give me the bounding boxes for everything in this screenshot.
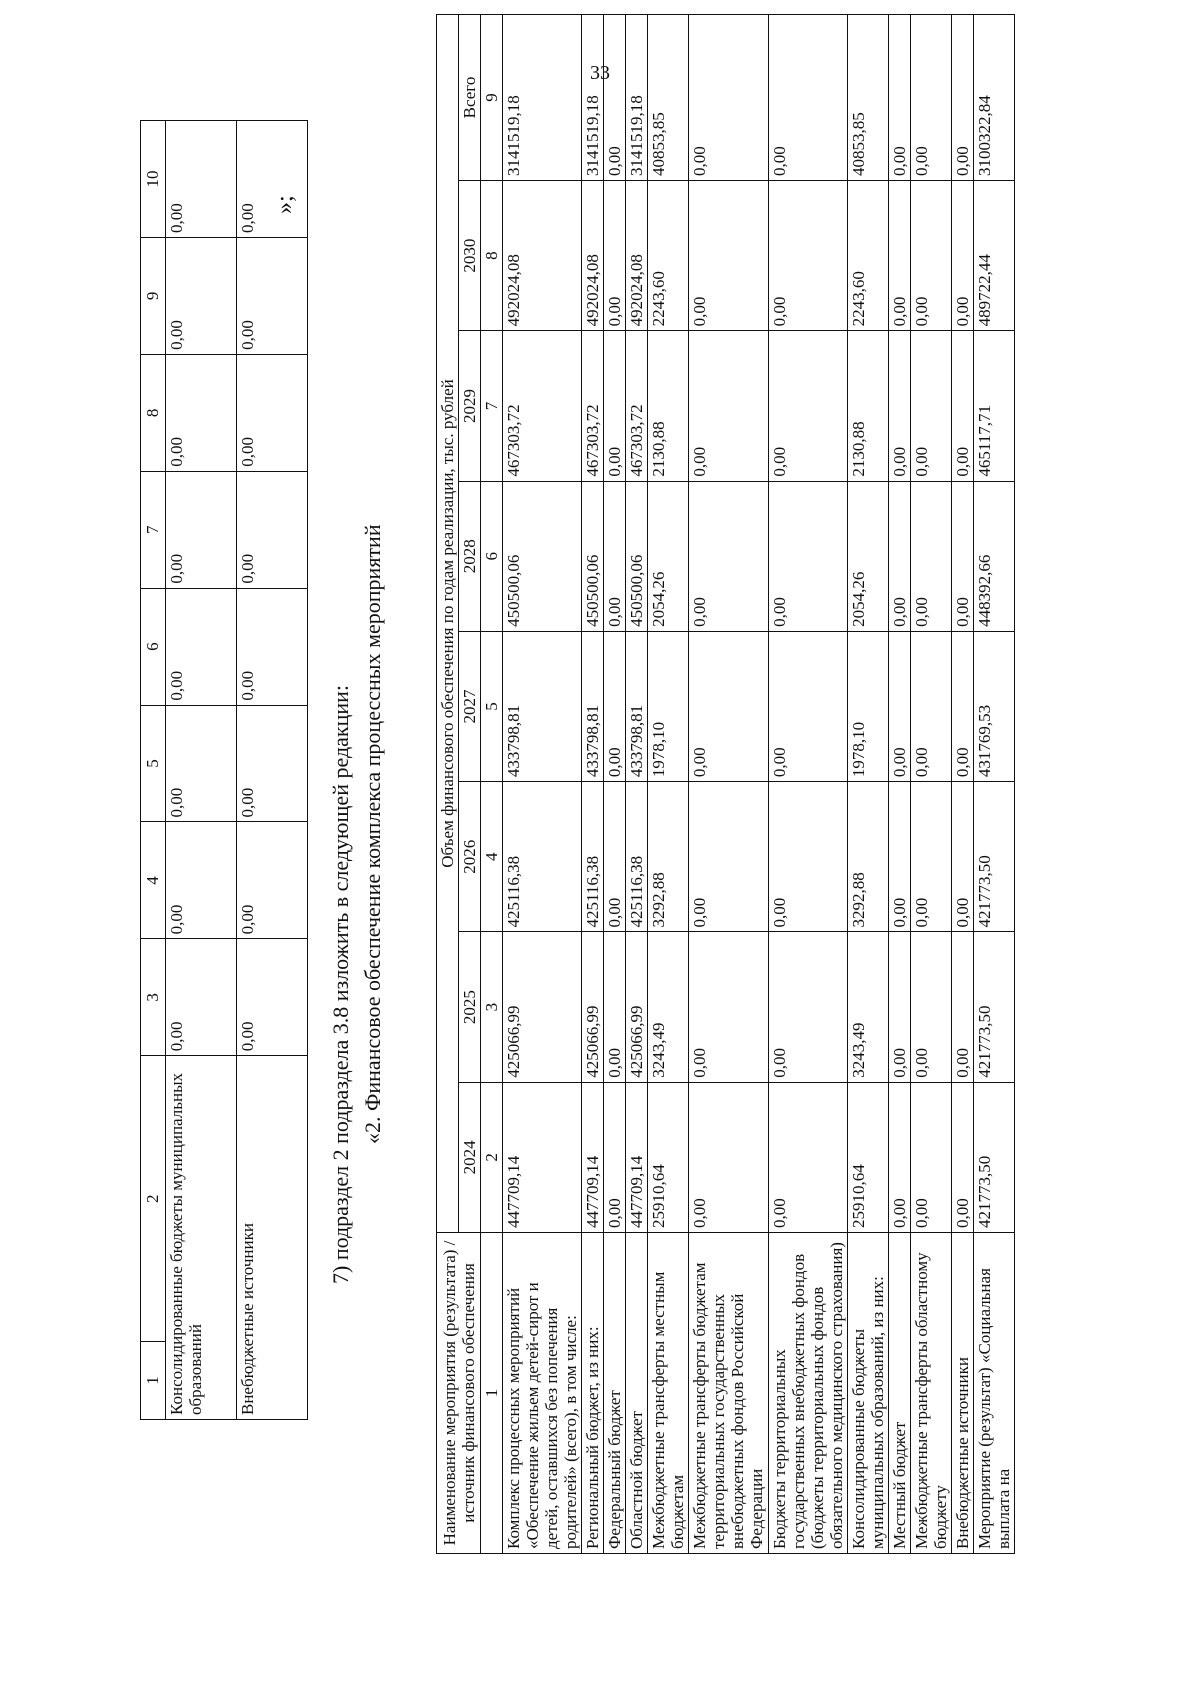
row-name: Межбюджетные трансферты областному бюджету — [910, 1233, 951, 1554]
value-cell: 433798,81 — [503, 631, 582, 781]
value-cell: 492024,08 — [626, 181, 648, 331]
value-cell: 0,00 — [768, 15, 847, 181]
table-row — [648, 15, 689, 1554]
value-cell: 0,00 — [604, 481, 626, 631]
value-cell: 0,00 — [604, 15, 626, 181]
value-cell: 40853,85 — [847, 15, 888, 181]
page-number: 33 — [590, 62, 610, 84]
value-cell: 0,00 — [166, 939, 237, 1056]
value-cell: 0,00 — [951, 181, 973, 331]
table-row — [951, 15, 973, 1554]
value-cell: 421773,50 — [973, 1082, 1014, 1232]
year-header: 2026 — [459, 782, 481, 932]
row-name: Консолидированные бюджеты муниципальных образований — [166, 1056, 237, 1420]
table-header-row — [437, 15, 459, 1554]
section-title: «2. Финансовое обеспечение комплекса процессных мероприятий — [360, 524, 385, 1144]
value-cell: 0,00 — [166, 121, 237, 238]
value-cell: 0,00 — [768, 1082, 847, 1232]
value-cell: 425066,99 — [582, 932, 604, 1082]
value-cell: 431769,53 — [973, 631, 1014, 781]
financing-table — [436, 14, 1015, 1554]
column-number: 6 — [481, 481, 503, 631]
closing-quote-mark: »; — [272, 195, 298, 214]
header-cell: 7 — [141, 471, 166, 588]
group-header: Объем финансового обеспечения по годам реализации, тыс. рублей — [437, 15, 459, 1233]
column-number: 8 — [481, 181, 503, 331]
value-cell: 0,00 — [951, 932, 973, 1082]
header-cell: 2 — [141, 1056, 166, 1342]
value-cell: 0,00 — [888, 1082, 910, 1232]
value-cell: 0,00 — [166, 354, 237, 471]
value-cell: 2130,88 — [847, 331, 888, 481]
value-cell: 0,00 — [910, 631, 951, 781]
value-cell: 450500,06 — [626, 481, 648, 631]
value-cell: 2243,60 — [847, 181, 888, 331]
value-cell: 447709,14 — [503, 1082, 582, 1232]
value-cell: 40853,85 — [648, 15, 689, 181]
value-cell: 3141519,18 — [626, 15, 648, 181]
header-cell: 4 — [141, 822, 166, 939]
row-name: Областной бюджет — [626, 1233, 648, 1554]
value-cell: 0,00 — [689, 782, 768, 932]
value-cell: 425116,38 — [582, 782, 604, 932]
value-cell: 0,00 — [768, 481, 847, 631]
row-name: Региональный бюджет, из них: — [582, 1233, 604, 1554]
value-cell: 0,00 — [604, 631, 626, 781]
value-cell: 489722,44 — [973, 181, 1014, 331]
value-cell: 0,00 — [604, 1082, 626, 1232]
table-row — [503, 15, 582, 1554]
value-cell: 0,00 — [888, 932, 910, 1082]
value-cell: 0,00 — [689, 1082, 768, 1232]
value-cell: 0,00 — [237, 939, 308, 1056]
row-name: Консолидированные бюджеты муниципальных образований, из них: — [847, 1233, 888, 1554]
value-cell: 425066,99 — [503, 932, 582, 1082]
value-cell: 2054,26 — [847, 481, 888, 631]
value-cell: 0,00 — [768, 932, 847, 1082]
value-cell: 0,00 — [237, 237, 308, 354]
table-row — [689, 15, 768, 1554]
value-cell: 0,00 — [910, 932, 951, 1082]
column-number: 7 — [481, 331, 503, 481]
value-cell: 1978,10 — [648, 631, 689, 781]
header-cell: 1 — [141, 1342, 166, 1420]
continuation-table — [140, 120, 308, 1420]
column-number: 1 — [481, 1233, 503, 1554]
year-header: 2030 — [459, 181, 481, 331]
value-cell: 0,00 — [604, 782, 626, 932]
value-cell: 25910,64 — [847, 1082, 888, 1232]
column-number-row — [481, 15, 503, 1554]
column-number: 2 — [481, 1082, 503, 1232]
value-cell: 0,00 — [689, 631, 768, 781]
value-cell: 0,00 — [888, 631, 910, 781]
value-cell: 2130,88 — [648, 331, 689, 481]
table-row — [604, 15, 626, 1554]
year-header: 2025 — [459, 932, 481, 1082]
instruction-text: 7) подраздел 2 подраздела 3.8 изложить в следующей редакции: — [328, 684, 353, 1284]
header-cell: 6 — [141, 588, 166, 705]
value-cell: 0,00 — [888, 15, 910, 181]
value-cell: 0,00 — [888, 331, 910, 481]
value-cell: 0,00 — [768, 782, 847, 932]
value-cell: 425066,99 — [626, 932, 648, 1082]
value-cell: 0,00 — [166, 705, 237, 822]
value-cell: 0,00 — [237, 705, 308, 822]
value-cell: 433798,81 — [626, 631, 648, 781]
value-cell: 0,00 — [166, 822, 237, 939]
value-cell: 0,00 — [951, 782, 973, 932]
value-cell: 433798,81 — [582, 631, 604, 781]
value-cell: 448392,66 — [973, 481, 1014, 631]
value-cell: 467303,72 — [503, 331, 582, 481]
row-name: Межбюджетные трансферты местным бюджетам — [648, 1233, 689, 1554]
year-header: 2028 — [459, 481, 481, 631]
value-cell: 0,00 — [951, 1082, 973, 1232]
table-row — [888, 15, 910, 1554]
financing-table-body — [503, 15, 1015, 1554]
value-cell: 0,00 — [910, 331, 951, 481]
name-column-header: Наименование мероприятия (результата) / источник финансового обеспечения — [437, 1233, 481, 1554]
value-cell: 421773,50 — [973, 932, 1014, 1082]
value-cell: 425116,38 — [626, 782, 648, 932]
header-cell: 9 — [141, 237, 166, 354]
value-cell: 0,00 — [910, 181, 951, 331]
column-number: 5 — [481, 631, 503, 781]
value-cell: 0,00 — [888, 481, 910, 631]
row-name: Внебюджетные источники — [237, 1056, 308, 1420]
value-cell: 421773,50 — [973, 782, 1014, 932]
value-cell: 492024,08 — [503, 181, 582, 331]
total-header: Всего — [459, 15, 481, 181]
value-cell: 0,00 — [888, 782, 910, 932]
value-cell: 467303,72 — [582, 331, 604, 481]
value-cell: 0,00 — [689, 15, 768, 181]
value-cell: 0,00 — [604, 181, 626, 331]
row-name: Бюджеты территориальных государственных внебюджетных фондов (бюджеты территориальных фондов обязательного медицинского страхования) — [768, 1233, 847, 1554]
value-cell: 0,00 — [237, 588, 308, 705]
header-cell: 10 — [141, 121, 166, 238]
row-name: Комплекс процессных мероприятий «Обеспечение жильем детей-сирот и детей, оставшихся без попечения родителей» (всего), в том числе: — [503, 1233, 582, 1554]
header-cell: 8 — [141, 354, 166, 471]
value-cell: 0,00 — [166, 237, 237, 354]
value-cell: 0,00 — [689, 932, 768, 1082]
table-row — [166, 121, 237, 1420]
value-cell: 0,00 — [768, 331, 847, 481]
value-cell: 492024,08 — [582, 181, 604, 331]
value-cell: 0,00 — [910, 782, 951, 932]
value-cell: 0,00 — [951, 631, 973, 781]
year-header: 2027 — [459, 631, 481, 781]
value-cell: 0,00 — [237, 822, 308, 939]
value-cell: 0,00 — [689, 181, 768, 331]
value-cell: 25910,64 — [648, 1082, 689, 1232]
value-cell: 0,00 — [237, 121, 308, 238]
table-row — [768, 15, 847, 1554]
value-cell: 0,00 — [888, 181, 910, 331]
year-header: 2024 — [459, 1082, 481, 1232]
value-cell: 0,00 — [951, 331, 973, 481]
header-cell: 3 — [141, 939, 166, 1056]
value-cell: 0,00 — [910, 1082, 951, 1232]
value-cell: 3292,88 — [847, 782, 888, 932]
value-cell: 0,00 — [768, 181, 847, 331]
value-cell: 3243,49 — [648, 932, 689, 1082]
value-cell: 0,00 — [604, 932, 626, 1082]
value-cell: 2243,60 — [648, 181, 689, 331]
value-cell: 3292,88 — [648, 782, 689, 932]
value-cell: 0,00 — [166, 471, 237, 588]
value-cell: 0,00 — [689, 331, 768, 481]
row-name: Мероприятие (результат) «Социальная выплата на — [973, 1233, 1014, 1554]
header-cell: 5 — [141, 705, 166, 822]
value-cell: 447709,14 — [626, 1082, 648, 1232]
column-number: 9 — [481, 15, 503, 181]
column-number: 3 — [481, 932, 503, 1082]
value-cell: 0,00 — [910, 15, 951, 181]
value-cell: 0,00 — [951, 481, 973, 631]
row-name: Внебюджетные источники — [951, 1233, 973, 1554]
table-row — [237, 121, 308, 1420]
table-row — [626, 15, 648, 1554]
value-cell: 3100322,84 — [973, 15, 1014, 181]
table-row — [582, 15, 604, 1554]
table-row — [847, 15, 888, 1554]
value-cell: 0,00 — [951, 15, 973, 181]
value-cell: 0,00 — [689, 481, 768, 631]
value-cell: 0,00 — [604, 331, 626, 481]
value-cell: 0,00 — [910, 481, 951, 631]
year-header: 2029 — [459, 331, 481, 481]
value-cell: 2054,26 — [648, 481, 689, 631]
column-number: 4 — [481, 782, 503, 932]
value-cell: 3243,49 — [847, 932, 888, 1082]
value-cell: 447709,14 — [582, 1082, 604, 1232]
row-name: Межбюджетные трансферты бюджетам территориальных государственных внебюджетных фондов Российской Федерации — [689, 1233, 768, 1554]
value-cell: 0,00 — [768, 631, 847, 781]
table-row — [910, 15, 951, 1554]
value-cell: 0,00 — [237, 471, 308, 588]
value-cell: 3141519,18 — [503, 15, 582, 181]
value-cell: 0,00 — [166, 588, 237, 705]
value-cell: 0,00 — [237, 354, 308, 471]
value-cell: 465117,71 — [973, 331, 1014, 481]
value-cell: 467303,72 — [626, 331, 648, 481]
row-name: Местный бюджет — [888, 1233, 910, 1554]
value-cell: 450500,06 — [503, 481, 582, 631]
value-cell: 3141519,18 — [582, 15, 604, 181]
value-cell: 1978,10 — [847, 631, 888, 781]
table-row — [973, 15, 1014, 1554]
row-name: Федеральный бюджет — [604, 1233, 626, 1554]
table-column-numbers — [141, 121, 166, 1420]
value-cell: 450500,06 — [582, 481, 604, 631]
value-cell: 425116,38 — [503, 782, 582, 932]
